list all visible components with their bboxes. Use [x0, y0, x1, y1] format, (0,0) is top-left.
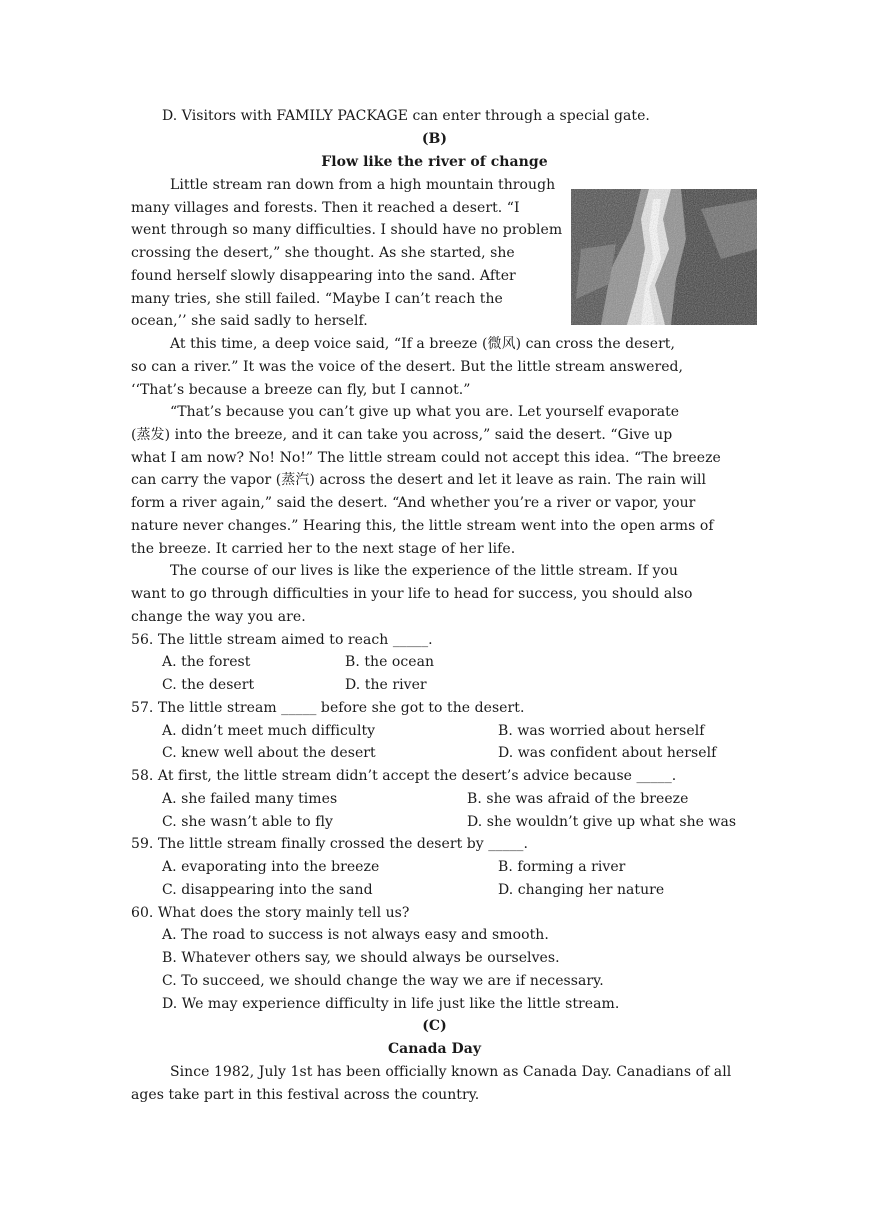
answer-option: C. knew well about the desert — [162, 745, 376, 761]
story-line: found herself slowly disappearing into the sand. After — [131, 268, 516, 284]
answer-option: A. didn’t meet much difficulty — [162, 723, 376, 739]
story-line: At this time, a deep voice said, “If a breeze (微风) can cross the desert, — [170, 336, 675, 352]
question-stem: 57. The little stream _____ before she got to the desert. — [131, 700, 525, 716]
story-line: change the way you are. — [131, 609, 306, 625]
answer-option: D. changing her nature — [498, 882, 665, 898]
story-line: Since 1982, July 1st has been officially known as Canada Day. Canadians of all — [170, 1064, 732, 1080]
story-line: (蒸发) into the breeze, and it can take you across,” said the desert. “Give up — [131, 427, 673, 443]
answer-option: A. The road to success is not always easy and smooth. — [162, 927, 549, 943]
story-line: form a river again,” said the desert. “And whether you’re a river or vapor, your — [131, 495, 696, 511]
answer-option: D. she wouldn’t give up what she was — [467, 814, 737, 830]
answer-option: D. was confident about herself — [498, 745, 717, 761]
answer-option: B. was worried about herself — [498, 723, 705, 739]
answer-option: C. she wasn’t able to fly — [162, 814, 333, 830]
story-line: ‘‘That’s because a breeze can fly, but I cannot.” — [131, 382, 471, 398]
story-line: Little stream ran down from a high mountain through — [170, 177, 556, 193]
question-stem: 59. The little stream finally crossed the desert by _____. — [131, 836, 528, 852]
answer-option: D. We may experience difficulty in life just like the little stream. — [162, 996, 620, 1012]
story-line: went through so many difficulties. I should have no problem — [131, 222, 563, 238]
answer-option: C. the desert — [162, 677, 255, 693]
question-stem: 60. What does the story mainly tell us? — [131, 905, 410, 921]
story-line: nature never changes.” Hearing this, the little stream went into the open arms of — [131, 518, 714, 534]
answer-option: B. Whatever others say, we should always be ourselves. — [162, 950, 560, 966]
story-line: what I am now? No! No!” The little stream could not accept this idea. “The breeze — [131, 450, 721, 466]
prev-question-option-d: D. Visitors with FAMILY PACKAGE can enter through a special gate. — [162, 108, 650, 124]
story-line: so can a river.” It was the voice of the desert. But the little stream answered, — [131, 359, 684, 375]
question-stem: 58. At first, the little stream didn’t accept the desert’s advice because _____. — [131, 768, 677, 784]
story-line: many tries, she still failed. “Maybe I can’t reach the — [131, 291, 503, 307]
section-b-title: Flow like the river of change — [321, 154, 548, 170]
story-line: ages take part in this festival across the country. — [131, 1087, 480, 1103]
answer-option: A. the forest — [162, 654, 251, 670]
question-stem: 56. The little stream aimed to reach _____. — [131, 632, 433, 648]
answer-option: D. the river — [345, 677, 427, 693]
story-line: want to go through difficulties in your life to head for success, you should also — [131, 586, 693, 602]
story-line: the breeze. It carried her to the next stage of her life. — [131, 541, 516, 557]
section-c-label: (C) — [422, 1018, 447, 1034]
story-line: “That’s because you can’t give up what you are. Let yourself evaporate — [170, 404, 680, 420]
story-line: many villages and forests. Then it reached a desert. “I — [131, 200, 520, 216]
answer-option: A. she failed many times — [162, 791, 338, 807]
answer-option: A. evaporating into the breeze — [162, 859, 380, 875]
waterfall-photo — [571, 189, 757, 325]
section-b-label: (B) — [421, 131, 448, 147]
answer-option: B. forming a river — [498, 859, 626, 875]
story-line: The course of our lives is like the experience of the little stream. If you — [170, 563, 678, 579]
answer-option: B. the ocean — [345, 654, 435, 670]
story-line: can carry the vapor (蒸汽) across the desert and let it leave as rain. The rain will — [131, 472, 707, 488]
section-c-title: Canada Day — [387, 1041, 482, 1057]
answer-option: C. To succeed, we should change the way we are if necessary. — [162, 973, 604, 989]
story-line: ocean,’’ she said sadly to herself. — [131, 313, 368, 329]
story-line: crossing the desert,” she thought. As she started, she — [131, 245, 515, 261]
answer-option: B. she was afraid of the breeze — [467, 791, 689, 807]
answer-option: C. disappearing into the sand — [162, 882, 373, 898]
